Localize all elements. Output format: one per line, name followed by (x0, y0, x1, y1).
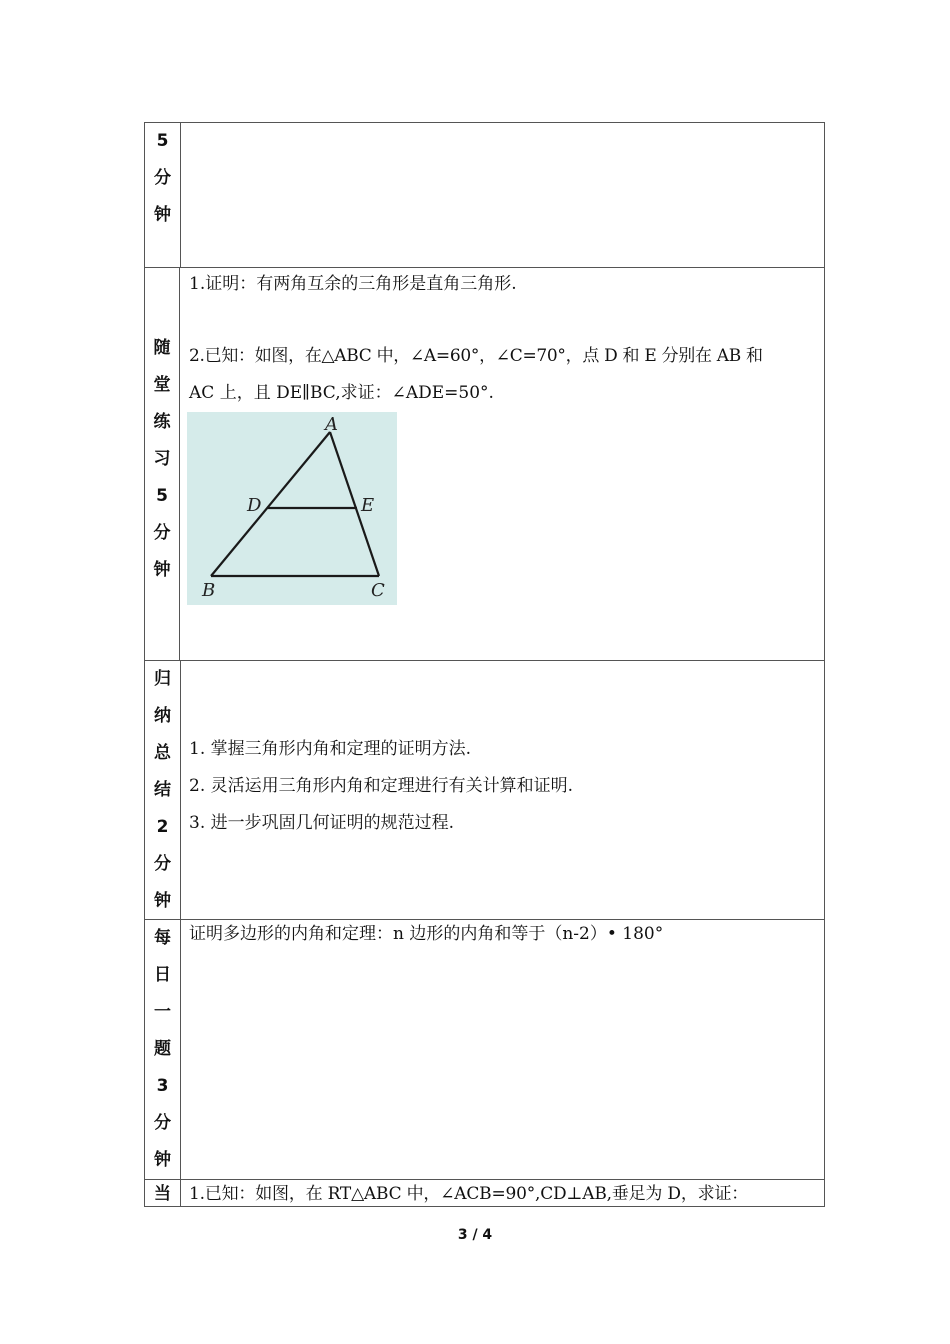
vertex-label-C: C (371, 580, 385, 601)
triangle-svg (187, 412, 397, 605)
row-content (189, 266, 816, 412)
vertex-label-E: E (361, 495, 375, 516)
label-char: 分 (154, 1113, 171, 1133)
summary-item: 2. 灵活运用三角形内角和定理进行有关计算和证明. (189, 776, 574, 796)
label-char: 总 (154, 743, 171, 763)
row-daily-problem (144, 919, 825, 1179)
row-content (189, 1180, 816, 1206)
exercise-2-line-1: 2.已知：如图，在△ABC 中，∠A=60°，∠C=70°，点 D 和 E 分别在 AB 和 (189, 346, 763, 366)
triangle-diagram (187, 412, 397, 605)
page-number: 3 / 4 (457, 1227, 493, 1243)
label-char: 分 (153, 523, 171, 543)
label-char: 钟 (154, 1150, 171, 1170)
label-char: 题 (154, 1039, 171, 1059)
label-char: 纳 (154, 706, 171, 726)
row-label (145, 123, 181, 267)
row-label (145, 661, 181, 919)
lesson-table (144, 122, 825, 1207)
label-char: 3 (156, 1076, 169, 1096)
label-char: 归 (154, 669, 171, 689)
vertex-label-D: D (247, 495, 262, 516)
partial-problem-text: 1.已知：如图，在 RT△ABC 中，∠ACB=90°,CD⊥AB,垂足为 D，求证： (189, 1184, 749, 1204)
row-five-minutes (144, 122, 825, 267)
label-char: 当 (154, 1184, 171, 1204)
label-char: 分 (154, 168, 171, 188)
daily-problem-text: 证明多边形的内角和定理：n 边形的内角和等于（n-2）• 180° (189, 924, 664, 944)
summary-item: 3. 进一步巩固几何证明的规范过程. (189, 813, 455, 833)
label-char: 2 (156, 817, 169, 837)
vertex-label-B: B (202, 580, 216, 601)
label-char: 随 (153, 338, 171, 358)
row-label (145, 920, 181, 1179)
row-partial (144, 1179, 825, 1207)
label-char: 练 (153, 412, 171, 432)
row-summary (144, 660, 825, 919)
label-char: 钟 (154, 891, 171, 911)
row-content (189, 731, 816, 842)
exercise-1: 1.证明：有两角互余的三角形是直角三角形. (189, 274, 517, 294)
row-content (189, 916, 816, 953)
label-char: 每 (154, 928, 171, 948)
row-label (145, 268, 180, 660)
side-AB (211, 432, 330, 576)
label-char: 日 (154, 965, 171, 985)
label-char: 分 (154, 854, 171, 874)
summary-item: 1. 掌握三角形内角和定理的证明方法. (189, 739, 472, 759)
row-label (145, 1180, 181, 1206)
label-char: 一 (154, 1002, 171, 1022)
vertex-label-A: A (325, 414, 338, 435)
label-char: 钟 (153, 560, 171, 580)
label-char: 5 (156, 486, 168, 506)
label-char: 钟 (154, 205, 171, 225)
label-char: 结 (154, 780, 171, 800)
exercise-2-line-2: AC 上，且 DE∥BC,求证：∠ADE=50°. (189, 383, 494, 403)
label-char: 5 (156, 131, 169, 151)
label-char: 堂 (153, 375, 171, 395)
label-char: 习 (153, 449, 171, 469)
